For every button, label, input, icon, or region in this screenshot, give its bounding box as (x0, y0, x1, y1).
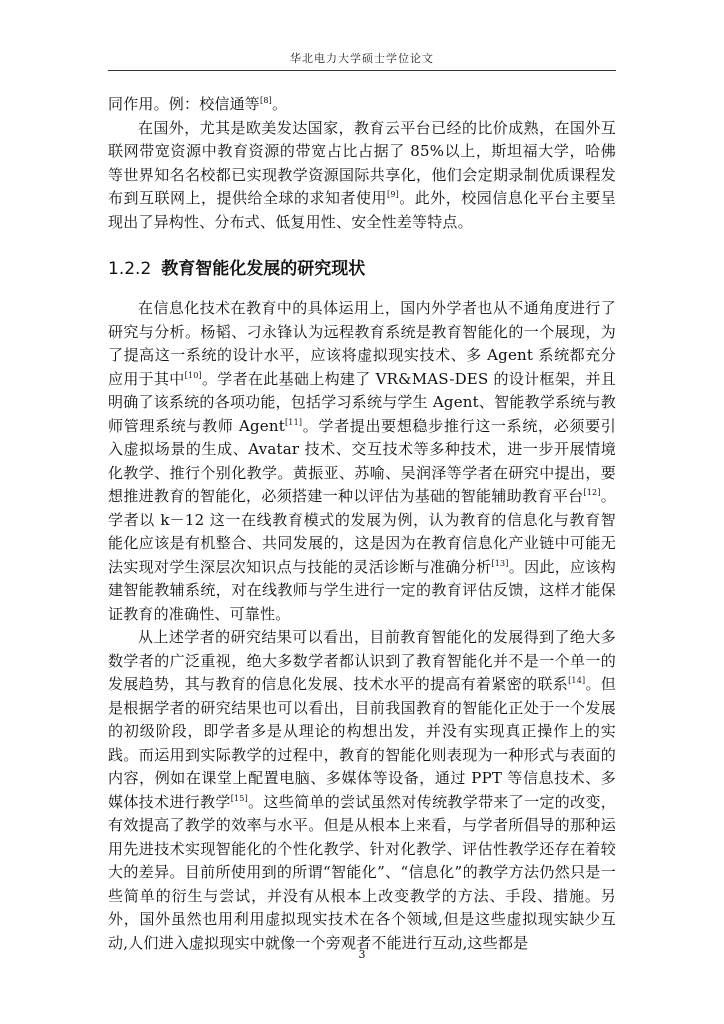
citation-ref: [12] (583, 488, 601, 497)
paragraph-text: 。因此，应该构建智能教辅系统，对在线教师与学生进行一定的教育评估反馈，这样才能保证教育的准确性、可靠性。 (108, 557, 616, 623)
citation-ref: [14] (568, 676, 586, 685)
citation-ref: [11] (284, 417, 303, 427)
paragraph-text: 。学者以 k－12 这一在线教育模式的发展为例，认为教育的信息化与教育智能化应该是有机整合、共同发展的，这是因为在教育信息化产业链中可能无法实现对学生深层次知识点与技能的灵活诊断与准确分析 (108, 487, 616, 576)
paragraph-text: 。此外，校园信息化平台主要呈现出了异构性、分布式、低复用性、安全性差等特点。 (108, 189, 616, 231)
paragraph-foreign-status (108, 117, 616, 235)
section-title: 教育智能化发展的研究现状 (161, 259, 366, 279)
page-header-title: 华北电力大学硕士学位论文 (290, 52, 434, 65)
citation-ref: [8] (260, 96, 272, 105)
paragraph-text: 同作用。例：校信通等 (108, 95, 261, 113)
paragraph-continuation (108, 93, 616, 117)
page-number: 3 (358, 948, 366, 961)
citation-ref: [13] (491, 558, 509, 568)
paragraph-text: 。学者提出要想稳步推行这一系统，必须要引入虚拟场景的生成、Avatar 技术、交互技术等多种技术，进一步开展情境化教学、推行个别化教学。黄振亚、苏喻、吴润泽等学者在研究中提出，要想推进教育的智能化，必须搭建一种以评估为基础的智能辅助教育平台 (108, 416, 616, 505)
header-rule (108, 70, 616, 71)
paragraph-text: 。 (271, 95, 288, 113)
paragraph-text: 在国外，尤其是欧美发达国家，教育云平台已经的比价成熟，在国外互联网带宽资源中教育资源的带宽占比占据了 85%以上，斯坦福大学，哈佛等世界知名名校都已实现教学资源国际共享化，他们会定期录制优质课程发布到互联网上，提供给全球的求知者使用 (108, 118, 616, 207)
paragraph-text: 。但是根据学者的研究结果也可以看出，目前我国教育的智能化正处于一个发展的初级阶段，即学者多是从理论的构想出发，并没有实现真正操作上的实践。而运用到实际教学的过程中，教育的智能化则表现为一种形式与表面的内容，例如在课堂上配置电脑、多媒体等设备，通过 PPT 等信息技术、多媒体技术进行教学 (108, 675, 616, 811)
paragraph-analysis (108, 626, 616, 955)
paragraph-text: 在信息化技术在教育中的具体运用上，国内外学者也从不通角度进行了研究与分析。杨韬、刁永锋认为远程教育系统是教育智能化的一个展现，为了提高这一系统的设计水平，应该将虚拟现实技术、多 Agent 系统都充分应用于其中 (108, 299, 616, 388)
section-number: 1.2.2 (108, 259, 152, 279)
paragraph-research-review (108, 297, 616, 626)
citation-ref: [9] (387, 190, 399, 199)
paragraph-text: 从上述学者的研究结果可以看出，目前教育智能化的发展得到了绝大多数学者的广泛重视，绝大多数学者都认识到了教育智能化并不是一个单一的发展趋势，其与教育的信息化发展、技术水平的提高有着紧密的联系 (108, 628, 616, 693)
page-body (108, 93, 616, 955)
citation-ref: [15] (230, 793, 248, 803)
paragraph-text: 。这些简单的尝试虽然对传统教学带来了一定的改变，有效提高了教学的效率与水平。但是从根本上来看，与学者所倡导的那种运用先进技术实现智能化的个性化教学、针对化教学、评估性教学还存在着较大的差异。目前所使用到的所谓“智能化”、“信息化”的教学方法仍然只是一些简单的衍生与尝试，并没有从根本上改变教学的方法、手段、措施。另外，国外虽然也用利用虚拟现实技术在各个领域,但是这些虚拟现实缺少互动,人们进入虚拟现实中就像一个旁观者不能进行互动,这些都是 (108, 792, 616, 952)
citation-ref: [10] (184, 370, 202, 380)
section-heading (108, 254, 616, 279)
paragraph-text: 。学者在此基础上构建了 VR&MAS-DES 的设计框架，并且明确了该系统的各项功能，包括学习系统与学生 Agent、智能教学系统与教师管理系统与教师 Agent (108, 369, 616, 435)
